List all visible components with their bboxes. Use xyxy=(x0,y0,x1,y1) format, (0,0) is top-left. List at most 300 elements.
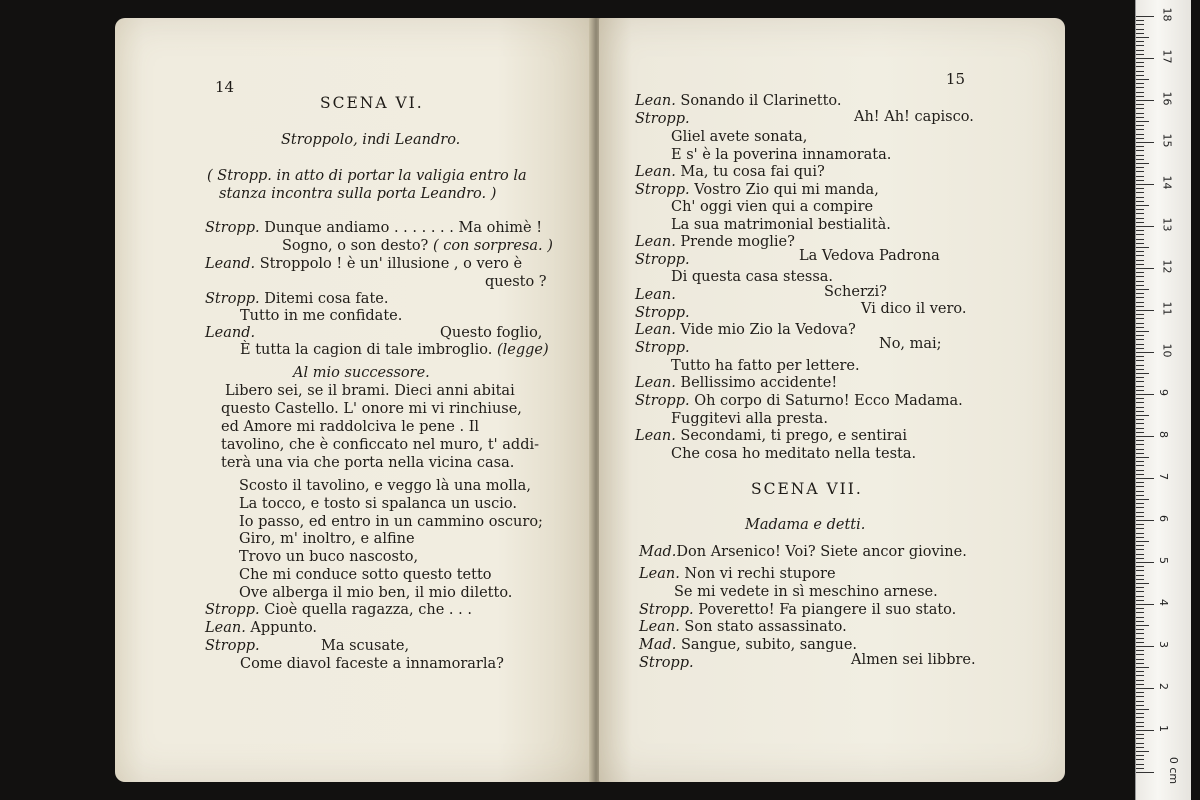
ruler-label: 13 xyxy=(1160,217,1174,232)
speaker-name: Stropp. xyxy=(635,182,690,198)
ruler-tick xyxy=(1136,440,1144,441)
ruler-tick xyxy=(1136,310,1154,311)
ruler-tick xyxy=(1136,184,1154,185)
speaker-name: Lean. xyxy=(635,375,676,391)
speaker-name: Stropp. xyxy=(635,252,690,268)
ruler-tick xyxy=(1136,457,1149,458)
dialogue-text: Cioè quella ragazza, che . . . xyxy=(264,602,472,618)
ruler-tick xyxy=(1136,75,1144,76)
dialogue-text: Prende moglie? xyxy=(680,234,795,250)
ruler-tick xyxy=(1136,621,1144,622)
ruler-tick xyxy=(1136,306,1144,307)
page-number-right: 15 xyxy=(945,70,965,88)
ruler-tick xyxy=(1136,24,1144,25)
ruler-tick xyxy=(1136,512,1144,513)
open-book xyxy=(115,18,1065,782)
ruler-tick xyxy=(1136,146,1144,147)
dialogue-text: Almen sei libbre. xyxy=(851,652,976,668)
ruler-tick xyxy=(1136,159,1144,160)
ruler-tick xyxy=(1136,411,1144,412)
letter-line: questo Castello. L' onore mi vi rinchiuse, xyxy=(221,401,522,417)
dialogue-line: Ch' oggi vien qui a compire xyxy=(671,199,874,215)
ruler-tick xyxy=(1136,117,1144,118)
ruler-tick xyxy=(1136,129,1144,130)
letter-line: ed Amore mi raddolciva le pene . Il xyxy=(221,419,480,435)
dialogue-text: È tutta la cagion di tale imbroglio. xyxy=(240,342,497,358)
ruler-tick xyxy=(1136,617,1144,618)
ruler-tick xyxy=(1136,50,1144,51)
ruler-tick xyxy=(1136,352,1154,353)
ruler-tick xyxy=(1136,495,1144,496)
ruler-tick xyxy=(1136,125,1144,126)
ruler-tick xyxy=(1136,461,1144,462)
dialogue-text: Secondami, ti prego, e sentirai xyxy=(680,428,907,444)
ruler-tick xyxy=(1136,226,1154,227)
ruler-tick xyxy=(1136,638,1144,639)
ruler-label: 6 xyxy=(1157,515,1170,522)
ruler-tick xyxy=(1136,533,1144,534)
dialogue-text: Sonando il Clarinetto. xyxy=(680,93,842,109)
ruler-tick xyxy=(1136,604,1154,605)
dialogue-line xyxy=(639,636,857,654)
ruler-tick xyxy=(1136,192,1144,193)
ruler-tick xyxy=(1136,516,1144,517)
ruler-tick xyxy=(1136,390,1144,391)
ruler-tick xyxy=(1136,394,1154,395)
ruler-tick xyxy=(1136,419,1144,420)
ruler-tick xyxy=(1136,570,1144,571)
ruler-tick xyxy=(1136,276,1144,277)
ruler-tick xyxy=(1136,318,1144,319)
dialogue-text: Ah! Ah! capisco. xyxy=(854,109,974,125)
ruler-tick xyxy=(1136,524,1144,525)
speaker-name: Stropp. xyxy=(639,602,694,618)
ruler-tick xyxy=(1136,764,1144,765)
dialogue-line: Ove alberga il mio ben, il mio diletto. xyxy=(239,585,513,601)
ruler-tick xyxy=(1136,381,1144,382)
speaker-name: Lean. xyxy=(205,620,246,636)
dialogue-text: Don Arsenico! Voi? Siete ancor giovine. xyxy=(676,544,967,560)
ruler-tick xyxy=(1136,608,1144,609)
ruler-tick xyxy=(1136,671,1144,672)
ruler-tick xyxy=(1136,239,1144,240)
dialogue-line xyxy=(635,181,879,199)
ruler-tick xyxy=(1136,583,1149,584)
ruler-tick xyxy=(1136,663,1144,664)
ruler-tick xyxy=(1136,188,1144,189)
ruler-tick xyxy=(1136,486,1144,487)
ruler-tick xyxy=(1136,83,1144,84)
dialogue-line xyxy=(205,619,317,637)
ruler-tick xyxy=(1136,591,1144,592)
ruler-tick xyxy=(1136,579,1144,580)
speaker-name: Stropp. xyxy=(205,638,260,654)
ruler-tick xyxy=(1136,260,1144,261)
dialogue-line xyxy=(635,427,907,445)
ruler-tick xyxy=(1136,684,1144,685)
ruler-tick xyxy=(1136,722,1144,723)
speaker-name: Stropp. xyxy=(205,291,260,307)
speaker-name: Mad. xyxy=(639,637,677,653)
ruler-tick xyxy=(1136,100,1154,101)
ruler-tick xyxy=(1136,369,1144,370)
ruler-tick xyxy=(1136,398,1144,399)
dialogue-text: Son stato assassinato. xyxy=(684,619,847,635)
ruler-tick xyxy=(1136,293,1144,294)
stage-direction-inline: ( con sorpresa. ) xyxy=(432,238,553,254)
ruler-label: 17 xyxy=(1160,49,1174,64)
dialogue-line xyxy=(205,219,545,237)
ruler-tick xyxy=(1136,650,1144,651)
dialogue-text: Scherzi? xyxy=(824,284,887,300)
dialogue-line xyxy=(635,286,676,304)
ruler-tick xyxy=(1136,545,1144,546)
ruler-tick xyxy=(1136,696,1144,697)
ruler-tick xyxy=(1136,554,1144,555)
stage-direction: stanza incontra sulla porta Leandro. ) xyxy=(219,186,497,202)
right-page xyxy=(599,18,1065,782)
ruler-tick xyxy=(1136,16,1154,17)
dialogue-line: La tocco, e tosto si spalanca un uscio. xyxy=(239,496,517,512)
ruler-tick xyxy=(1136,680,1144,681)
ruler-label: 16 xyxy=(1160,91,1174,106)
ruler-tick xyxy=(1136,209,1144,210)
ruler-tick xyxy=(1136,62,1144,63)
ruler-tick xyxy=(1136,230,1144,231)
ruler-tick xyxy=(1136,87,1144,88)
ruler-tick xyxy=(1136,272,1144,273)
dialogue-line xyxy=(635,110,690,128)
dialogue-line xyxy=(635,251,690,269)
dialogue-line: Fuggitevi alla presta. xyxy=(671,411,828,427)
ruler-tick xyxy=(1136,743,1144,744)
ruler-tick xyxy=(1136,163,1149,164)
ruler-tick xyxy=(1136,717,1144,718)
ruler-tick xyxy=(1136,205,1149,206)
dialogue-line xyxy=(635,339,690,357)
dialogue-line xyxy=(635,92,842,110)
ruler-label: 15 xyxy=(1160,133,1174,148)
dialogue-line xyxy=(635,321,856,339)
ruler-tick xyxy=(1136,348,1144,349)
ruler-tick xyxy=(1136,566,1144,567)
ruler-tick xyxy=(1136,234,1144,235)
dialogue-line: Tutto in me confidate. xyxy=(240,308,403,324)
dialogue-line xyxy=(205,324,255,342)
ruler-tick xyxy=(1136,759,1144,760)
ruler-tick xyxy=(1136,730,1154,731)
dialogue-line: Scosto il tavolino, e veggo là una molla, xyxy=(239,478,531,494)
ruler-tick xyxy=(1136,575,1144,576)
ruler-tick xyxy=(1136,659,1144,660)
ruler-tick xyxy=(1136,449,1144,450)
dialogue-line xyxy=(205,255,522,273)
letter-heading: Al mio successore. xyxy=(293,365,430,381)
ruler-tick xyxy=(1136,66,1144,67)
dialogue-text: Sogno, o son desto? xyxy=(282,238,433,254)
speaker-name: Stropp. xyxy=(205,220,260,236)
speaker-name: Stropp. xyxy=(635,305,690,321)
ruler-tick xyxy=(1136,713,1144,714)
ruler-tick xyxy=(1136,155,1144,156)
stage-direction: ( Stropp. in atto di portar la valigia entro la xyxy=(207,168,527,184)
ruler-label: 10 xyxy=(1160,343,1174,358)
ruler-tick xyxy=(1136,20,1144,21)
ruler-tick xyxy=(1136,667,1149,668)
ruler-tick xyxy=(1136,654,1144,655)
ruler-tick xyxy=(1136,407,1144,408)
ruler-tick xyxy=(1136,428,1144,429)
ruler-tick xyxy=(1136,121,1149,122)
ruler-tick xyxy=(1136,255,1144,256)
ruler-tick xyxy=(1136,444,1144,445)
dialogue-line: La sua matrimonial bestialità. xyxy=(671,217,891,233)
dialogue-line: Trovo un buco nascosto, xyxy=(239,549,419,565)
ruler-tick xyxy=(1136,474,1144,475)
speaker-name: Stropp. xyxy=(635,111,690,127)
ruler-tick xyxy=(1136,499,1149,500)
ruler-tick xyxy=(1136,675,1144,676)
letter-line: Libero sei, se il brami. Dieci anni abitai xyxy=(225,383,515,399)
scene-subheading: Madama e detti. xyxy=(745,517,866,533)
ruler-tick xyxy=(1136,79,1149,80)
ruler-tick xyxy=(1136,331,1149,332)
dialogue-line: Gliel avete sonata, xyxy=(671,129,808,145)
ruler-tick xyxy=(1136,491,1144,492)
scene-subheading: Stroppolo, indi Leandro. xyxy=(281,132,461,148)
speaker-name: Stropp. xyxy=(635,393,690,409)
ruler-tick xyxy=(1136,323,1144,324)
dialogue-line: Come diavol faceste a innamorarla? xyxy=(240,656,504,672)
dialogue-line xyxy=(639,543,967,561)
ruler-tick xyxy=(1136,314,1144,315)
speaker-name: Leand. xyxy=(205,325,256,341)
ruler-label: 5 xyxy=(1157,557,1170,564)
dialogue-line: Io passo, ed entro in un cammino oscuro; xyxy=(239,514,543,530)
ruler-tick xyxy=(1136,150,1144,151)
dialogue-line xyxy=(635,392,963,410)
ruler-tick xyxy=(1136,541,1149,542)
ruler-tick xyxy=(1136,768,1144,769)
speaker-name: Stropp. xyxy=(205,602,260,618)
dialogue-text: Stroppolo ! è un' illusione , o vero è xyxy=(259,256,523,272)
ruler-tick xyxy=(1136,432,1144,433)
dialogue-line: questo ? xyxy=(485,274,547,290)
dialogue-line xyxy=(639,618,847,636)
ruler-tick xyxy=(1136,562,1154,563)
ruler-tick xyxy=(1136,344,1144,345)
ruler-tick xyxy=(1136,108,1144,109)
ruler-label: 3 xyxy=(1157,641,1170,648)
ruler-tick xyxy=(1136,688,1154,689)
scene-heading: SCENA VI. xyxy=(320,94,424,112)
dialogue-line xyxy=(240,341,549,359)
ruler-tick xyxy=(1136,360,1144,361)
dialogue-line xyxy=(639,654,694,672)
ruler-tick xyxy=(1136,247,1149,248)
speaker-name: Lean. xyxy=(639,566,680,582)
ruler-tick xyxy=(1136,218,1144,219)
ruler-tick xyxy=(1136,327,1144,328)
dialogue-text: Appunto. xyxy=(250,620,318,636)
speaker-name: Lean. xyxy=(639,619,680,635)
ruler-tick xyxy=(1136,600,1144,601)
ruler-tick xyxy=(1136,339,1144,340)
dialogue-text: Oh corpo di Saturno! Ecco Madama. xyxy=(694,393,963,409)
ruler-tick xyxy=(1136,520,1154,521)
dialogue-text: Poveretto! Fa piangere il suo stato. xyxy=(698,602,957,618)
ruler-tick xyxy=(1136,633,1144,634)
ruler-tick xyxy=(1136,646,1154,647)
ruler-tick xyxy=(1136,558,1144,559)
ruler-tick xyxy=(1136,549,1144,550)
speaker-name: Lean. xyxy=(635,322,676,338)
dialogue-line: Giro, m' inoltro, e alfine xyxy=(239,531,415,547)
ruler-tick xyxy=(1136,503,1144,504)
ruler-label: 1 xyxy=(1157,725,1170,732)
dialogue-line xyxy=(205,637,260,655)
dialogue-text: Ditemi cosa fate. xyxy=(264,291,389,307)
ruler-label: 12 xyxy=(1160,259,1174,274)
ruler-label: 2 xyxy=(1157,683,1170,690)
dialogue-text: Dunque andiamo . . . . . . . Ma ohimè ! xyxy=(264,220,543,236)
dialogue-text: Bellissimo accidente! xyxy=(680,375,838,391)
ruler-tick xyxy=(1136,734,1144,735)
ruler-tick xyxy=(1136,537,1144,538)
ruler-tick xyxy=(1136,180,1144,181)
ruler-tick xyxy=(1136,29,1144,30)
speaker-name: Leand. xyxy=(205,256,256,272)
ruler-tick xyxy=(1136,302,1144,303)
ruler-tick xyxy=(1136,453,1144,454)
ruler-tick xyxy=(1136,264,1144,265)
ruler-tick xyxy=(1136,176,1144,177)
dialogue-line: Tutto ha fatto per lettere. xyxy=(671,358,860,374)
measurement-ruler xyxy=(1135,0,1191,800)
dialogue-text: Ma scusate, xyxy=(321,638,410,654)
ruler-tick xyxy=(1136,104,1144,105)
ruler-tick xyxy=(1136,470,1144,471)
ruler-tick xyxy=(1136,71,1144,72)
dialogue-line xyxy=(635,233,795,251)
ruler-label: 9 xyxy=(1157,389,1170,396)
dialogue-line: Che cosa ho meditato nella testa. xyxy=(671,446,917,462)
dialogue-line xyxy=(205,290,388,308)
speaker-name: Stropp. xyxy=(639,655,694,671)
ruler-label: 18 xyxy=(1160,7,1174,22)
dialogue-text: Questo foglio, xyxy=(440,325,543,341)
speaker-name: Stropp. xyxy=(635,340,690,356)
left-page xyxy=(115,18,593,782)
ruler-label: 8 xyxy=(1157,431,1170,438)
dialogue-text: Non vi rechi stupore xyxy=(684,566,836,582)
speaker-name: Lean. xyxy=(635,287,676,303)
dialogue-line: E s' è la poverina innamorata. xyxy=(671,147,892,163)
ruler-tick xyxy=(1136,142,1154,143)
page-number-left: 14 xyxy=(215,78,235,96)
ruler-tick xyxy=(1136,197,1144,198)
ruler-tick xyxy=(1136,171,1144,172)
ruler-tick xyxy=(1136,37,1149,38)
ruler-tick xyxy=(1136,138,1144,139)
ruler-tick xyxy=(1136,751,1149,752)
ruler-tick xyxy=(1136,465,1144,466)
ruler-label: 7 xyxy=(1157,473,1170,480)
dialogue-line xyxy=(635,304,690,322)
ruler-tick xyxy=(1136,738,1144,739)
ruler-label: 4 xyxy=(1157,599,1170,606)
ruler-tick xyxy=(1136,709,1149,710)
ruler-tick xyxy=(1136,377,1144,378)
dialogue-line xyxy=(635,163,825,181)
ruler-tick xyxy=(1136,423,1144,424)
ruler-tick xyxy=(1136,45,1144,46)
ruler-tick xyxy=(1136,96,1144,97)
ruler-tick xyxy=(1136,386,1144,387)
dialogue-text: Sangue, subito, sangue. xyxy=(681,637,858,653)
ruler-tick xyxy=(1136,201,1144,202)
ruler-tick xyxy=(1136,289,1149,290)
ruler-tick xyxy=(1136,134,1144,135)
ruler-tick xyxy=(1136,373,1149,374)
ruler-tick xyxy=(1136,701,1144,702)
ruler-tick xyxy=(1136,41,1144,42)
ruler-tick xyxy=(1136,747,1144,748)
speaker-name: Lean. xyxy=(635,234,676,250)
ruler-tick xyxy=(1136,281,1144,282)
ruler-tick xyxy=(1136,612,1144,613)
ruler-tick xyxy=(1136,285,1144,286)
dialogue-text: No, mai; xyxy=(879,336,942,352)
ruler-tick xyxy=(1136,33,1144,34)
dialogue-text: Vostro Zio qui mi manda, xyxy=(694,182,879,198)
dialogue-text: Ma, tu cosa fai qui? xyxy=(680,164,825,180)
speaker-name: Lean. xyxy=(635,164,676,180)
letter-line: tavolino, che è conficcato nel muro, t' addi- xyxy=(221,437,540,453)
ruler-tick xyxy=(1136,705,1144,706)
ruler-tick xyxy=(1136,58,1154,59)
ruler-tick xyxy=(1136,587,1144,588)
ruler-tick xyxy=(1136,92,1144,93)
ruler-tick xyxy=(1136,507,1144,508)
ruler-tick xyxy=(1136,222,1144,223)
ruler-tick xyxy=(1136,625,1149,626)
ruler-tick xyxy=(1136,478,1154,479)
ruler-tick xyxy=(1136,243,1144,244)
ruler-label: 14 xyxy=(1160,175,1174,190)
ruler-tick xyxy=(1136,335,1144,336)
ruler-tick xyxy=(1136,415,1149,416)
dialogue-line xyxy=(205,601,472,619)
dialogue-line xyxy=(639,601,956,619)
ruler-tick xyxy=(1136,772,1154,773)
ruler-tick xyxy=(1136,54,1144,55)
dialogue-line xyxy=(282,237,553,255)
ruler-tick xyxy=(1136,642,1144,643)
ruler-tick xyxy=(1136,528,1144,529)
speaker-name: Lean. xyxy=(635,93,676,109)
ruler-tick xyxy=(1136,251,1144,252)
dialogue-line: Che mi conduce sotto questo tetto xyxy=(239,567,492,583)
ruler-tick xyxy=(1136,482,1144,483)
ruler-tick xyxy=(1136,167,1144,168)
scene-heading: SCENA VII. xyxy=(751,480,863,498)
ruler-tick xyxy=(1136,365,1144,366)
ruler-tick xyxy=(1136,297,1144,298)
speaker-name: Mad. xyxy=(639,544,677,560)
ruler-label: 11 xyxy=(1160,301,1174,316)
ruler-tick xyxy=(1136,629,1144,630)
